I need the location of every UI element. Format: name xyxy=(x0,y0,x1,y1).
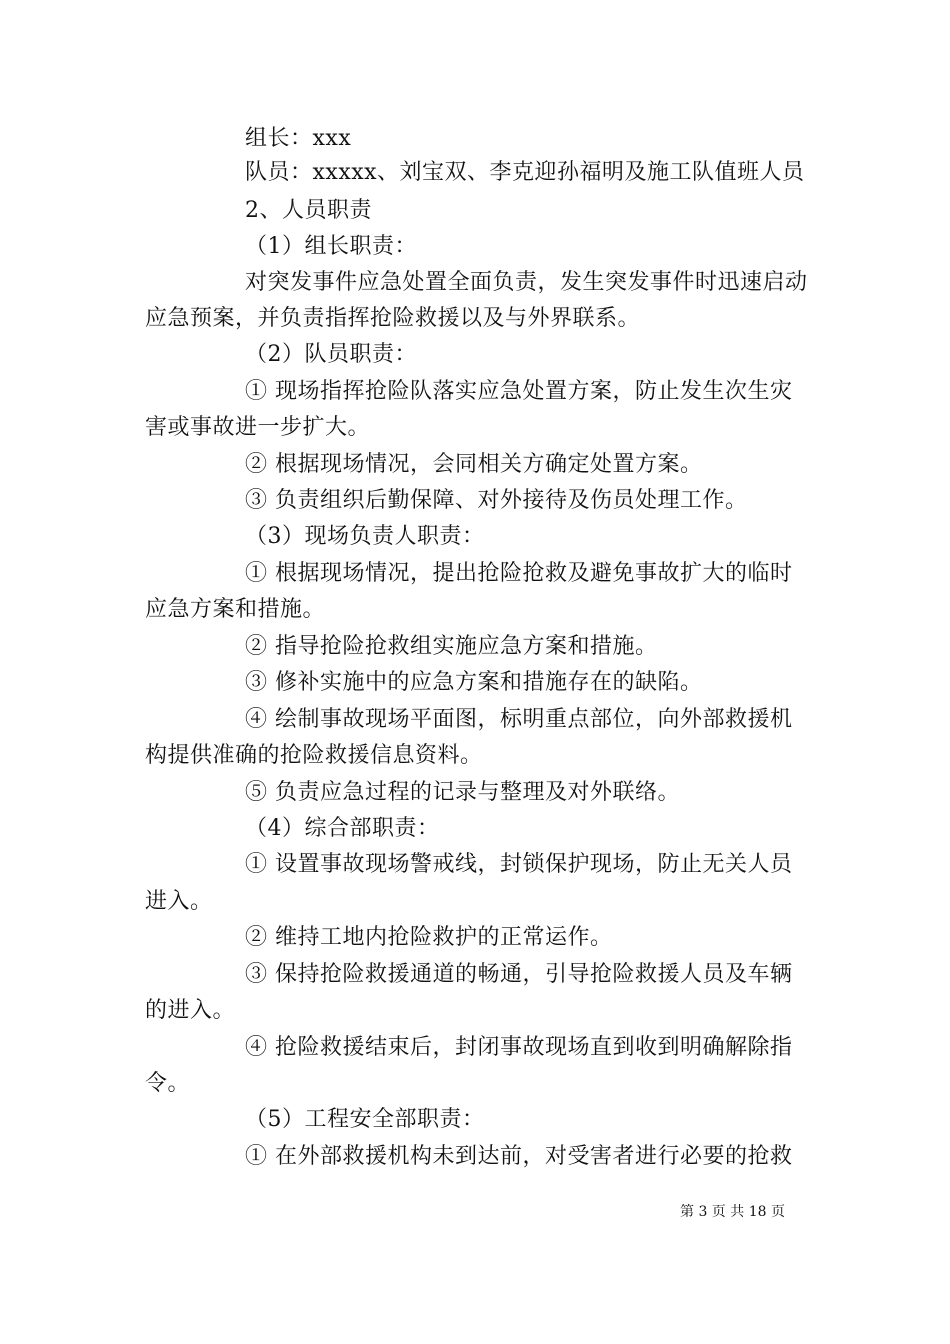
page-number-footer: 第 3 页 共 18 页 xyxy=(680,1204,785,1220)
list-item: ④ 绘制事故现场平面图，标明重点部位，向外部救援机 xyxy=(245,707,793,732)
paragraph-line: 对突发事件应急处置全面负责，发生突发事件时迅速启动 xyxy=(245,270,808,295)
subsection-heading: （5）工程安全部职责： xyxy=(245,1107,485,1132)
list-item: ② 维持工地内抢险救护的正常运作。 xyxy=(245,925,613,950)
list-item: ③ 负责组织后勤保障、对外接待及伤员处理工作。 xyxy=(245,488,748,513)
list-item: ① 在外部救援机构未到达前，对受害者进行必要的抢救 xyxy=(245,1144,793,1169)
list-item-continuation: 应急方案和措施。 xyxy=(145,597,326,622)
list-item-continuation: 进入。 xyxy=(145,889,213,914)
list-item-continuation: 构提供准确的抢险救援信息资料。 xyxy=(145,743,483,768)
list-item: ① 根据现场情况，提出抢险抢救及避免事故扩大的临时 xyxy=(245,561,793,586)
subsection-heading: （1）组长职责： xyxy=(245,234,417,259)
subsection-heading: （4）综合部职责： xyxy=(245,816,440,841)
list-item: ② 根据现场情况，会同相关方确定处置方案。 xyxy=(245,452,703,477)
list-item: ⑤ 负责应急过程的记录与整理及对外联络。 xyxy=(245,780,680,805)
subsection-heading: （3）现场负责人职责： xyxy=(245,524,485,549)
list-item-continuation: 的进入。 xyxy=(145,998,236,1023)
subsection-heading: （2）队员职责： xyxy=(245,342,417,367)
list-item: ③ 修补实施中的应急方案和措施存在的缺陷。 xyxy=(245,670,703,695)
team-leader-line: 组长：xxx xyxy=(245,126,352,151)
list-item-continuation: 令。 xyxy=(145,1071,191,1096)
list-item: ② 指导抢险抢救组实施应急方案和措施。 xyxy=(245,634,658,659)
section-heading: 2、人员职责 xyxy=(245,198,372,223)
list-item: ④ 抢险救援结束后，封闭事故现场直到收到明确解除指 xyxy=(245,1035,793,1060)
team-members-line: 队员：xxxxx、刘宝双、李克迎孙福明及施工队值班人员 xyxy=(245,160,805,185)
list-item: ③ 保持抢险救援通道的畅通，引导抢险救援人员及车辆 xyxy=(245,962,793,987)
paragraph-line: 应急预案，并负责指挥抢险救援以及与外界联系。 xyxy=(145,306,641,331)
list-item: ① 设置事故现场警戒线，封锁保护现场，防止无关人员 xyxy=(245,852,793,877)
list-item-continuation: 害或事故进一步扩大。 xyxy=(145,415,371,440)
list-item: ① 现场指挥抢险队落实应急处置方案，防止发生次生灾 xyxy=(245,379,793,404)
